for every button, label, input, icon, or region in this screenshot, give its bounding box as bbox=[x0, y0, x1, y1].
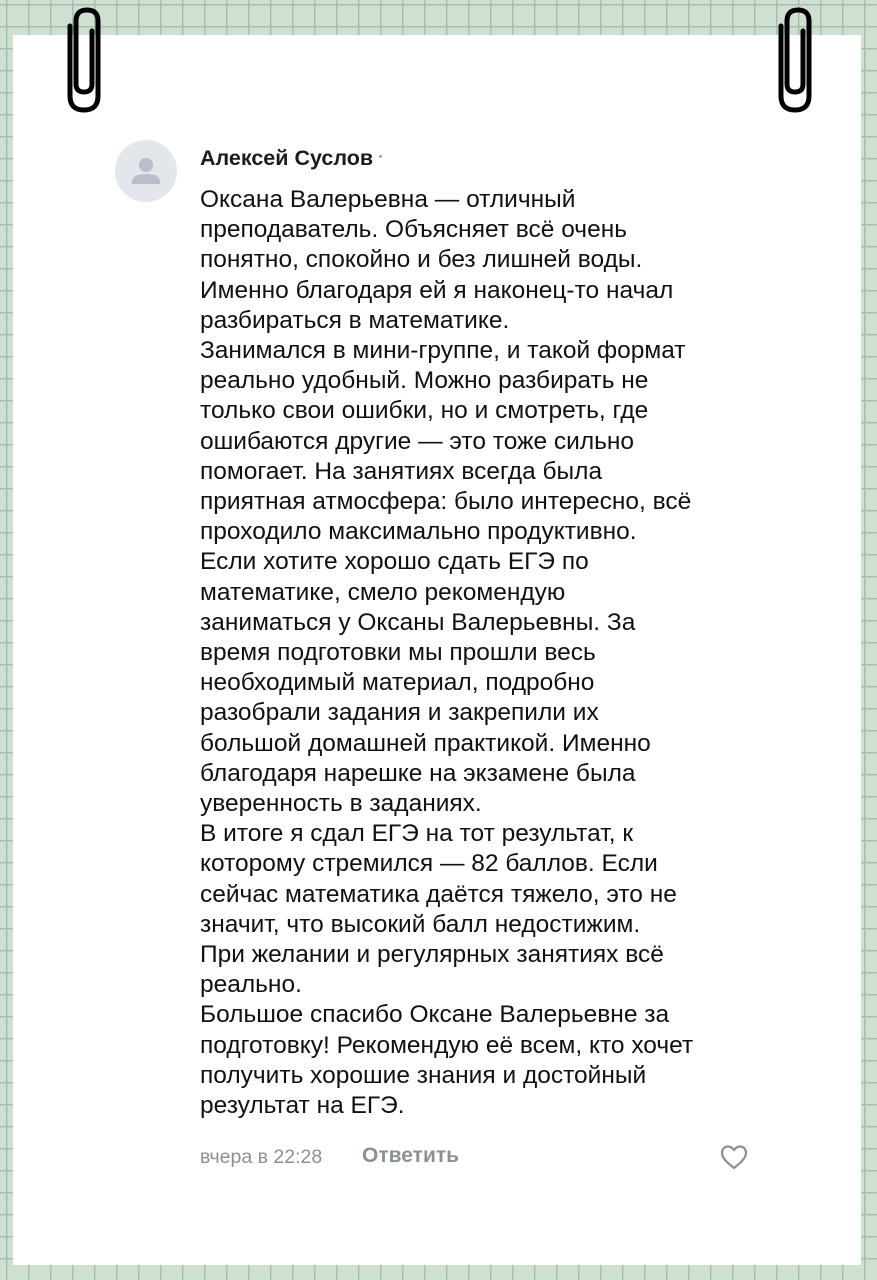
author-name: Алексей Суслов bbox=[200, 146, 374, 170]
comment-text-line: сейчас математика даётся тяжело, это не bbox=[200, 880, 677, 908]
comment-text-line: благодаря нарешке на экзамене была bbox=[200, 759, 636, 787]
user-silhouette-icon bbox=[115, 140, 177, 202]
comment-text-line: уверенность в заданиях. bbox=[200, 790, 482, 818]
comment-text-line: Оксана Валерьевна — отличный bbox=[200, 186, 576, 213]
comment-author[interactable] bbox=[200, 146, 382, 171]
author-dot bbox=[379, 155, 382, 158]
comment-text bbox=[200, 185, 760, 1121]
comment-text-line: Большое спасибо Оксане Валерьевне за bbox=[200, 1001, 670, 1029]
comment-text-line: приятная атмосфера: было интересно, всё bbox=[200, 488, 692, 516]
paperclip-icon bbox=[765, 6, 825, 116]
comment-text-line: помогает. На занятиях всегда была bbox=[200, 457, 603, 485]
comment-text-line: преподаватель. Объясняет всё очень bbox=[200, 216, 627, 244]
comment-text-line: результат на ЕГЭ. bbox=[200, 1092, 405, 1120]
comment-text-line: понятно, спокойно и без лишней воды. bbox=[200, 246, 643, 274]
comment-footer bbox=[200, 1143, 748, 1173]
comment-text-line: необходимый материал, подробно bbox=[200, 669, 595, 697]
comment-timestamp: вчера в 22:28 bbox=[200, 1146, 323, 1168]
comment-text-line: проходило максимально продуктивно. bbox=[200, 518, 637, 546]
comment-text-line: заниматься у Оксаны Валерьевны. За bbox=[200, 608, 636, 636]
comment-text-line: получить хорошие знания и достойный bbox=[200, 1061, 647, 1089]
comment-text-line: реально. bbox=[200, 971, 302, 999]
comment-text-line: только свои ошибки, но и смотреть, где bbox=[200, 397, 649, 425]
comment-text-line: математике, смело рекомендую bbox=[200, 578, 566, 606]
comment-text-line: разобрали задания и закрепили их bbox=[200, 699, 599, 727]
comment-text-line: время подготовки мы прошли весь bbox=[200, 639, 596, 667]
comment-text-line: ошибаются другие — это тоже сильно bbox=[200, 427, 635, 455]
comment-text-line: Именно благодаря ей я наконец-то начал bbox=[200, 276, 674, 304]
avatar[interactable] bbox=[115, 140, 177, 202]
heart-outline-icon[interactable] bbox=[719, 1143, 749, 1171]
comment-text-line: которому стремился — 82 баллов. Если bbox=[200, 850, 658, 878]
paperclip-icon bbox=[54, 6, 114, 116]
reply-button[interactable]: Ответить bbox=[362, 1144, 460, 1167]
comment-text-line: Если хотите хорошо сдать ЕГЭ по bbox=[200, 548, 589, 576]
comment-text-line: подготовку! Рекомендую её всем, кто хочет bbox=[200, 1031, 694, 1059]
comment-text-line: разбираться в математике. bbox=[200, 306, 510, 334]
comment-text-line: При желании и регулярных занятиях всё bbox=[200, 941, 664, 969]
comment-text-line: Занимался в мини-группе, и такой формат bbox=[200, 337, 686, 365]
comment-text-line: значит, что высокий балл недостижим. bbox=[200, 910, 641, 938]
comment-text-line: большой домашней практикой. Именно bbox=[200, 729, 651, 757]
comment-text-line: реально удобный. Можно разбирать не bbox=[200, 367, 649, 395]
comment-text-line: В итоге я сдал ЕГЭ на тот результат, к bbox=[200, 820, 634, 848]
